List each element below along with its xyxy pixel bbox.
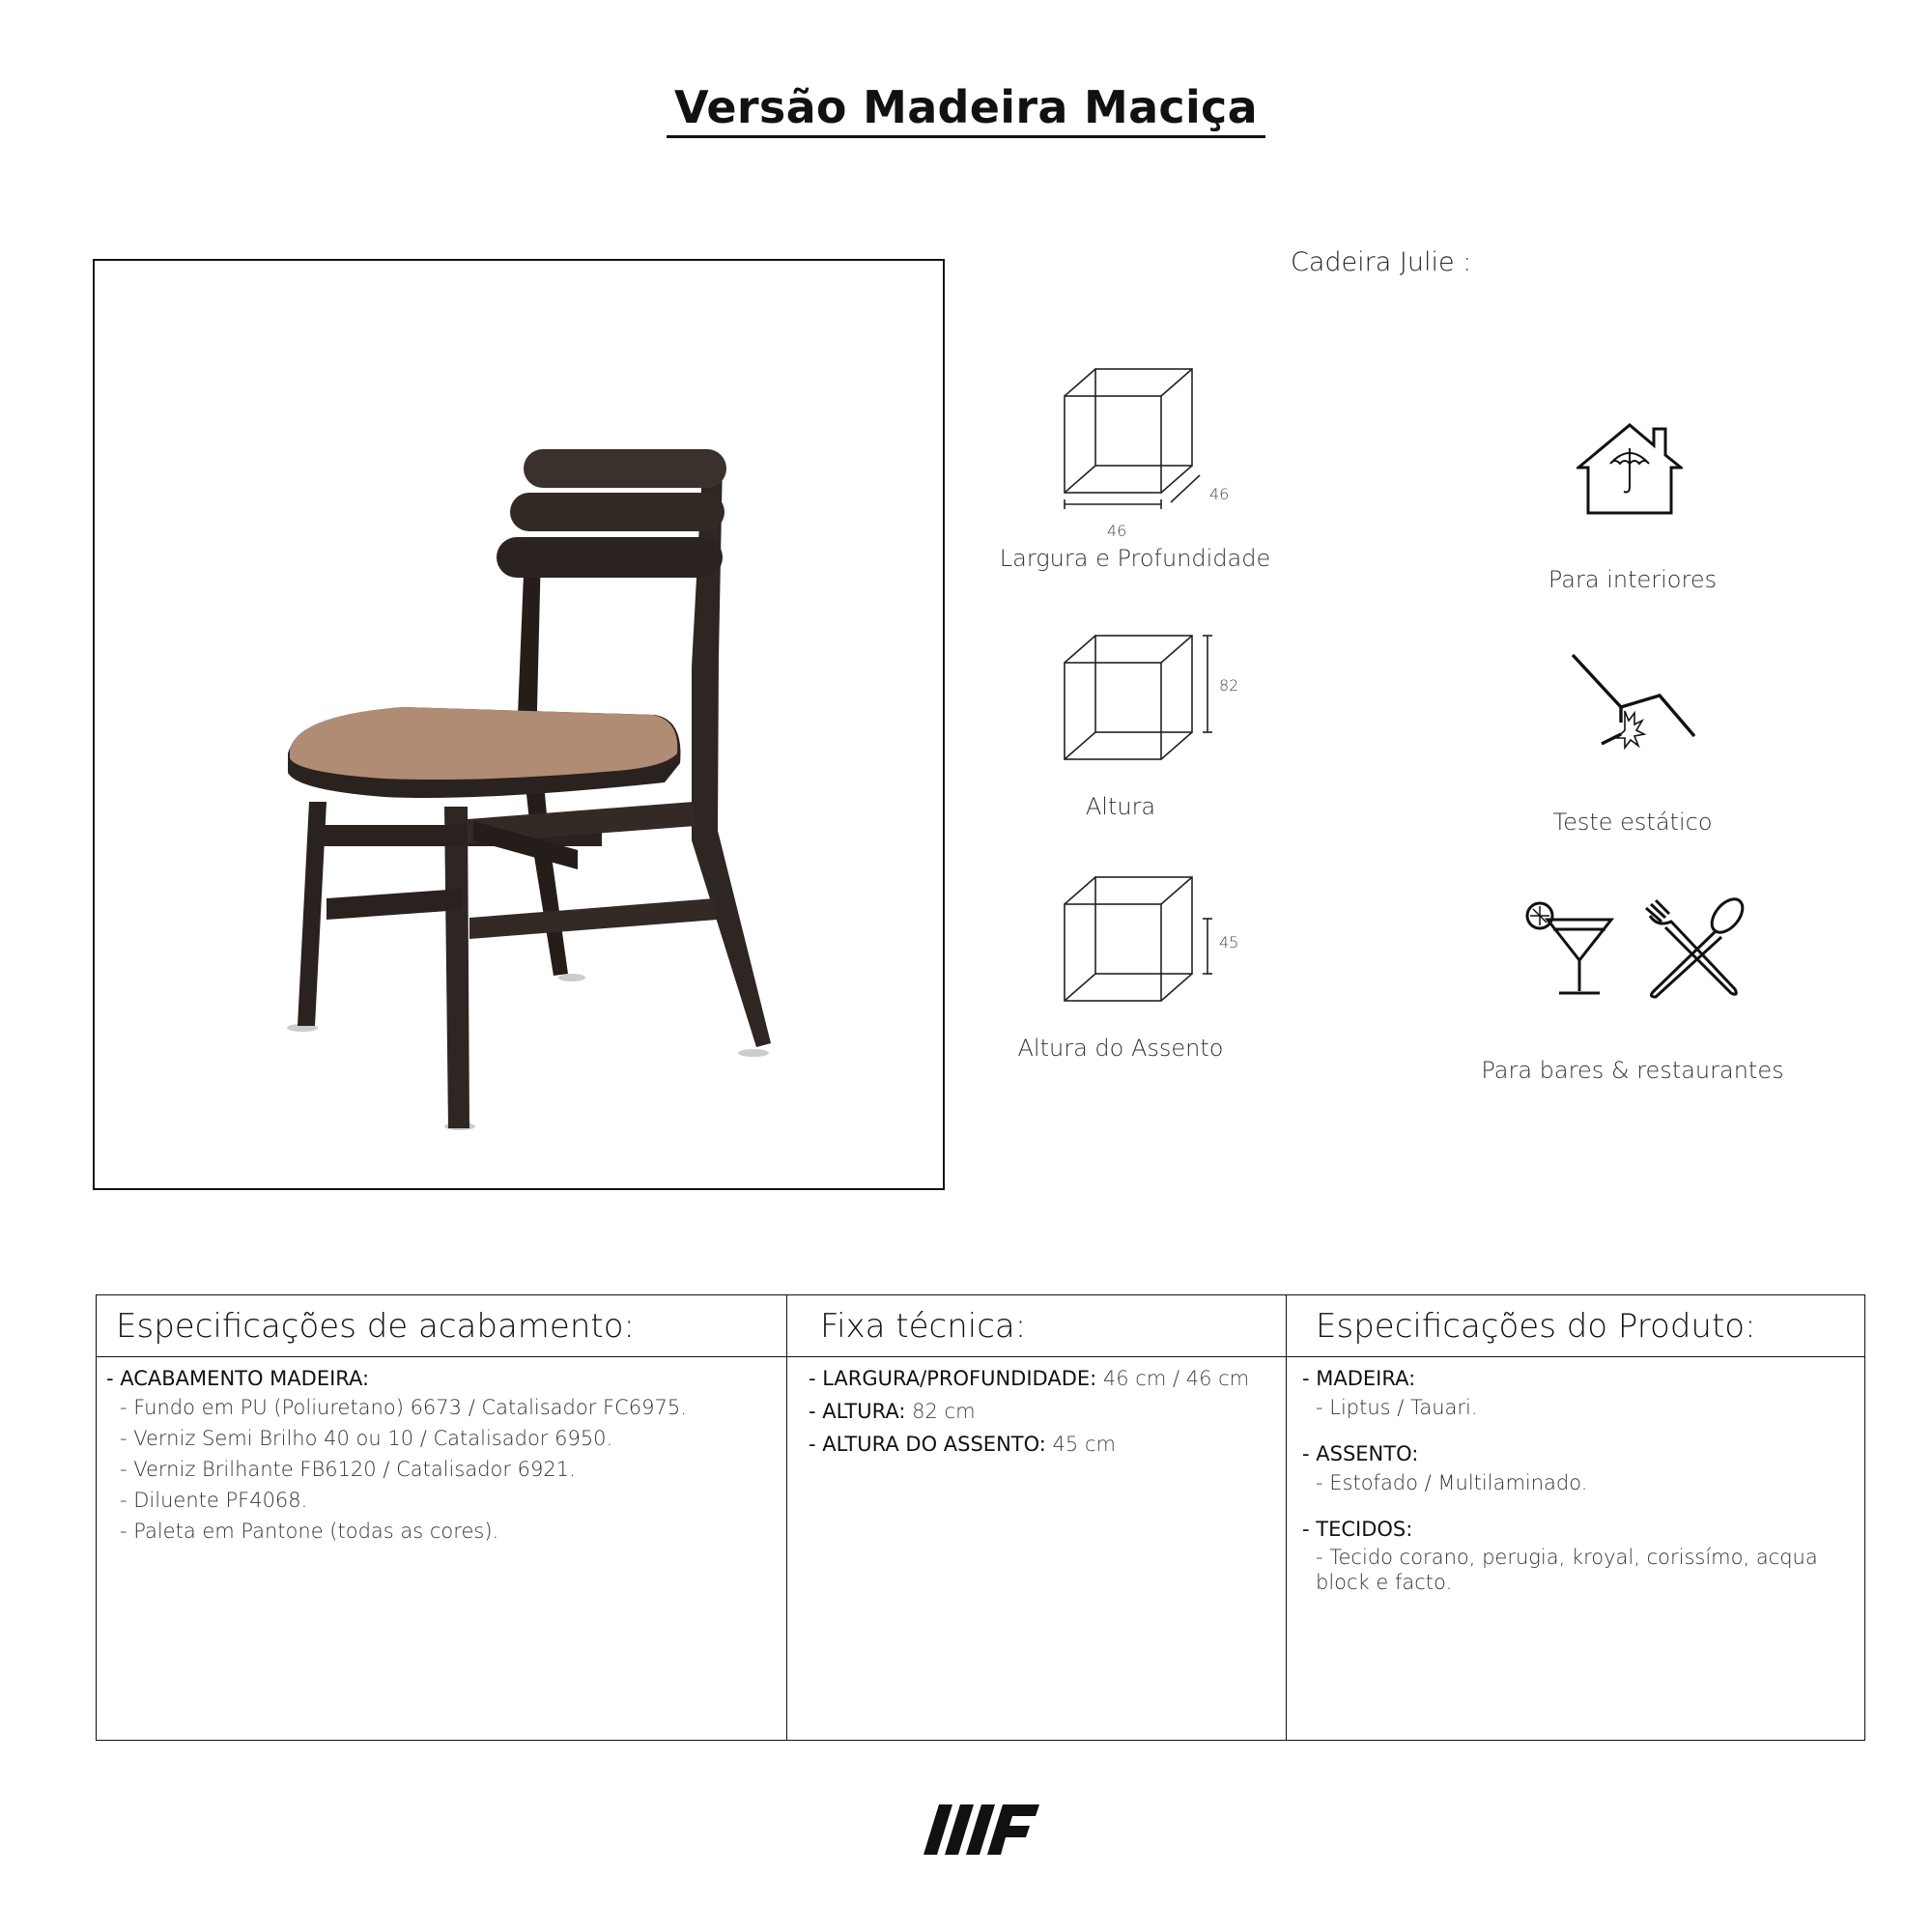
product-group-value: - Tecido corano, perugia, kroyal, corissímo, acqua block e facto. [1316,1546,1818,1594]
product-group-title: - ASSENTO: [1302,1442,1419,1465]
finishing-column [97,1295,787,1740]
fork-spoon-icon [1642,896,1748,1003]
product-group-title: - MADEIRA: [1302,1367,1416,1390]
height-cube-icon [1063,634,1217,769]
product-group-value: - Liptus / Tauari. [1316,1396,1478,1419]
specs-table [96,1294,1865,1741]
cocktail-icon [1524,900,1617,999]
technical-label: - ALTURA: [809,1400,906,1423]
product-group-title: - TECIDOS: [1302,1518,1413,1541]
finishing-item: - Paleta em Pantone (todas as cores). [120,1520,499,1543]
feature-static-test-caption: Teste estático [1552,809,1713,836]
product-column [1286,1295,1865,1740]
height-value: 82 [1219,676,1239,695]
feature-indoor-caption: Para interiores [1548,566,1718,593]
finishing-item: - Fundo em PU (Poliuretano) 6673 / Catalisador FC6975. [120,1396,687,1419]
technical-row-width [809,1367,1278,1390]
technical-value: 46 cm / 46 cm [1102,1367,1250,1390]
page-title: Versão Madeira Maciça [667,81,1265,138]
technical-value: 45 cm [1052,1433,1116,1456]
product-group-value: - Estofado / Multilaminado. [1316,1471,1588,1494]
technical-label: - ALTURA DO ASSENTO: [809,1433,1046,1456]
technical-label: - LARGURA/PROFUNDIDADE: [809,1367,1097,1390]
page-title-wrap [0,81,1932,133]
seat-height-caption: Altura do Assento [1017,1035,1224,1062]
width-value: 46 [1107,522,1127,540]
chair-image [95,261,943,1188]
product-photo-frame [93,259,945,1190]
seat-height-value: 45 [1219,933,1239,952]
brand-logo [923,1803,1039,1857]
finishing-header: Especificações de acabamento: [97,1295,787,1357]
technical-value: 82 cm [912,1400,976,1423]
technical-column [786,1295,1288,1740]
technical-row-seat [809,1433,1278,1456]
width-depth-caption: Largura e Profundidade [999,545,1271,572]
finishing-item: - Verniz Semi Brilho 40 ou 10 / Catalisador 6950. [120,1427,613,1450]
depth-value: 46 [1209,485,1230,503]
technical-row-height [809,1400,1278,1423]
house-umbrella-icon [1577,421,1683,522]
height-caption: Altura [1085,793,1156,820]
finishing-item: - Diluente PF4068. [120,1489,308,1512]
product-header: Especificações do Produto: [1287,1295,1865,1357]
technical-header: Fixa técnica: [787,1295,1288,1357]
feature-bars-caption: Para bares & restaurantes [1481,1057,1784,1084]
width-depth-cube-icon [1063,367,1208,522]
product-name: Cadeira Julie : [1291,247,1472,277]
seat-height-cube-icon [1063,875,1217,1010]
static-test-icon [1571,653,1696,750]
finishing-item: - Verniz Brilhante FB6120 / Catalisador 6921. [120,1458,576,1481]
finishing-title: - ACABAMENTO MADEIRA: [106,1367,370,1390]
